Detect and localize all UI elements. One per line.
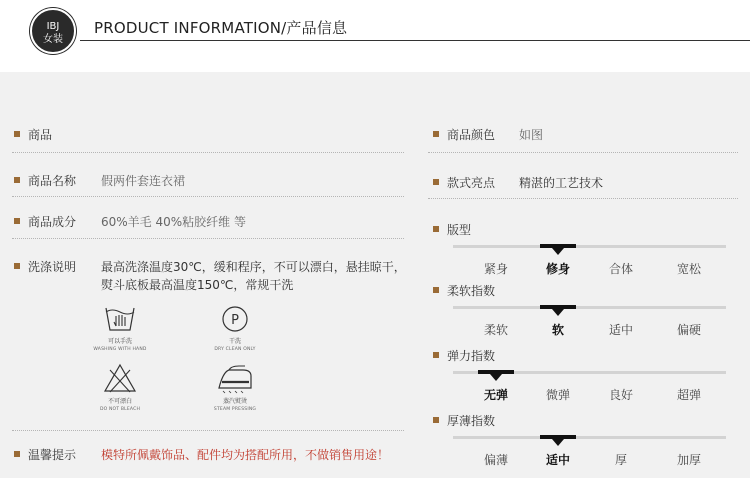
scale-title-row bbox=[433, 347, 495, 364]
scale-option: 适中 bbox=[545, 453, 570, 467]
section-title: PRODUCT INFORMATION/产品信息 bbox=[94, 19, 348, 37]
wash-label: 洗涤说明 bbox=[28, 260, 77, 274]
scale-pointer-icon bbox=[552, 248, 564, 255]
scale-option: 软 bbox=[551, 323, 564, 337]
row-divider bbox=[428, 198, 738, 199]
logo-text-top: IBJ bbox=[46, 21, 60, 32]
scale-pointer-icon bbox=[552, 309, 564, 316]
bullet-icon bbox=[433, 131, 439, 137]
scale-option: 微弹 bbox=[545, 388, 570, 402]
wash-line-2: 熨斗底板最高温度150℃，常规干洗 bbox=[101, 278, 294, 292]
scale-title: 弹力指数 bbox=[447, 349, 496, 363]
bullet-icon bbox=[14, 263, 20, 269]
scale-option: 偏薄 bbox=[483, 453, 508, 467]
color-row bbox=[433, 126, 495, 143]
hand-wash-icon bbox=[102, 304, 138, 334]
bullet-icon bbox=[433, 417, 439, 423]
care-caption: 蒸汽熨烫 bbox=[222, 398, 247, 405]
tip-value: 模特所佩戴饰品、配件均为搭配所用，不做销售用途！ bbox=[101, 448, 390, 462]
bullet-icon bbox=[433, 287, 439, 293]
care-dry-clean bbox=[190, 304, 280, 353]
scale-title-row bbox=[433, 412, 495, 429]
highlight-row bbox=[433, 174, 495, 191]
color-value: 如图 bbox=[519, 128, 544, 142]
product-info-panel bbox=[0, 72, 750, 478]
row-divider bbox=[12, 152, 404, 153]
scale-title-row bbox=[433, 221, 471, 238]
wash-row bbox=[14, 258, 76, 275]
scale-option: 柔软 bbox=[483, 323, 508, 337]
tip-row bbox=[14, 446, 76, 463]
brand-logo bbox=[30, 8, 76, 54]
scale-option: 合体 bbox=[608, 262, 633, 276]
product-row bbox=[14, 126, 52, 143]
product-label: 商品 bbox=[28, 128, 53, 142]
scale-pointer-icon bbox=[552, 439, 564, 446]
scale-option: 厚 bbox=[614, 453, 627, 467]
no-bleach-icon bbox=[102, 362, 138, 394]
name-label: 商品名称 bbox=[28, 174, 77, 188]
care-subcaption: DO NOT BLEACH bbox=[99, 407, 141, 412]
scale-bar bbox=[453, 436, 726, 439]
bullet-icon bbox=[14, 177, 20, 183]
bullet-icon bbox=[14, 218, 20, 224]
scale-option: 偏硬 bbox=[676, 323, 701, 337]
wash-line-1: 最高洗涤温度30℃，缓和程序，不可以漂白，悬挂晾干， bbox=[101, 260, 406, 274]
care-subcaption: DRY CLEAN ONLY bbox=[214, 347, 256, 352]
highlight-label: 款式亮点 bbox=[447, 176, 496, 190]
care-hand-wash bbox=[75, 304, 165, 353]
bullet-icon bbox=[14, 451, 20, 457]
bullet-icon bbox=[433, 179, 439, 185]
composition-value: 60%羊毛 40%粘胶纤维 等 bbox=[101, 215, 246, 229]
care-caption: 干洗 bbox=[228, 338, 241, 345]
scale-option: 适中 bbox=[608, 323, 633, 337]
svg-text:P: P bbox=[231, 313, 239, 328]
composition-label: 商品成分 bbox=[28, 215, 77, 229]
bullet-icon bbox=[433, 352, 439, 358]
scale-title-row bbox=[433, 282, 495, 299]
header-divider bbox=[80, 40, 750, 41]
care-steam-press bbox=[190, 362, 280, 413]
care-subcaption: WASHING WITH HAND bbox=[93, 347, 147, 352]
highlight-value: 精湛的工艺技术 bbox=[519, 176, 604, 190]
composition-row bbox=[14, 213, 76, 230]
logo-text-bottom: 女装 bbox=[43, 34, 63, 45]
bullet-icon bbox=[14, 131, 20, 137]
row-divider bbox=[428, 152, 738, 153]
bullet-icon bbox=[433, 226, 439, 232]
scale-option: 无弹 bbox=[483, 388, 508, 402]
dry-clean-icon bbox=[217, 304, 253, 334]
steam-iron-icon bbox=[215, 362, 255, 394]
care-caption: 可以手洗 bbox=[107, 338, 132, 345]
color-label: 商品颜色 bbox=[447, 128, 496, 142]
scale-pointer-icon bbox=[490, 374, 502, 381]
tip-label: 温馨提示 bbox=[28, 448, 77, 462]
name-row bbox=[14, 172, 76, 189]
scale-title: 版型 bbox=[447, 223, 472, 237]
care-no-bleach bbox=[75, 362, 165, 413]
scale-option: 紧身 bbox=[483, 262, 508, 276]
scale-bar bbox=[453, 245, 726, 248]
row-divider bbox=[12, 238, 404, 239]
scale-option: 宽松 bbox=[676, 262, 701, 276]
header bbox=[0, 0, 750, 72]
care-subcaption: STEAM PRESSING bbox=[213, 407, 257, 412]
scale-option: 修身 bbox=[545, 262, 570, 276]
scale-title: 厚薄指数 bbox=[447, 414, 496, 428]
scale-option: 良好 bbox=[608, 388, 633, 402]
row-divider bbox=[12, 196, 404, 197]
row-divider bbox=[12, 430, 404, 431]
care-caption: 不可漂白 bbox=[107, 398, 132, 405]
scale-bar bbox=[453, 306, 726, 309]
name-value: 假两件套连衣裙 bbox=[101, 174, 186, 188]
scale-title: 柔软指数 bbox=[447, 284, 496, 298]
scale-option: 超弹 bbox=[676, 388, 701, 402]
scale-option: 加厚 bbox=[676, 453, 701, 467]
